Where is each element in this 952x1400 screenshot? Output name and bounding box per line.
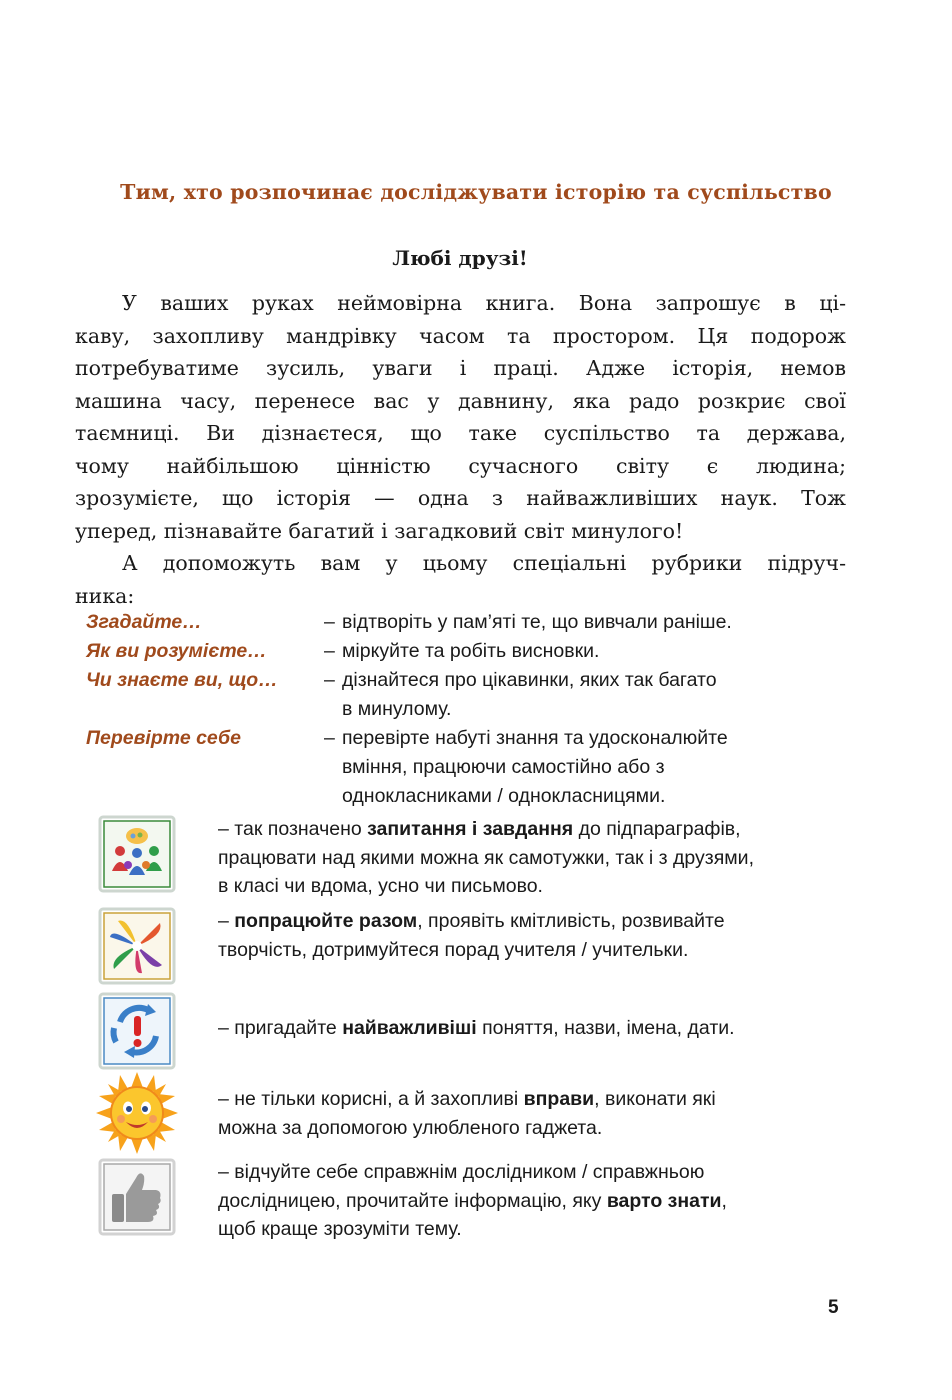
legend-line: в класі чи вдома, усно чи письмово. bbox=[218, 875, 543, 897]
hands-teamwork-icon bbox=[98, 907, 176, 985]
intro-line: чому найбільшою цінністю сучасного світу є людина; bbox=[75, 453, 846, 478]
rubric-dash: – bbox=[324, 727, 335, 749]
legend-text-part: до підпараграфів, bbox=[573, 818, 741, 840]
legend-line bbox=[218, 907, 838, 936]
intro-line: У ваших руках неймовірна книга. Вона запрошує в ці- bbox=[122, 291, 846, 315]
legend-line: творчість, дотримуйтеся порад учителя / учительки. bbox=[218, 938, 689, 961]
rubric-description bbox=[324, 724, 846, 811]
legend-line bbox=[218, 1085, 838, 1114]
legend-text-part: поняття, назви, імена, дати. bbox=[476, 1017, 735, 1039]
rubric-item bbox=[86, 637, 846, 666]
group-discussion-icon bbox=[98, 815, 176, 893]
legend-text-part: , виконати які bbox=[594, 1088, 716, 1110]
legend-bold-term: попрацюйте разом bbox=[234, 910, 418, 932]
legend-text-part: – так позначено bbox=[218, 818, 368, 840]
rubric-dash: – bbox=[324, 611, 335, 633]
intro-line: потребуватиме зусиль, уваги і праці. Адже історія, немов bbox=[75, 356, 846, 380]
page-number: 5 bbox=[828, 1297, 839, 1318]
legend-text-part: – пригадайте bbox=[218, 1017, 343, 1039]
rubric-term: Чи знаєте ви, що… bbox=[86, 669, 278, 691]
rubric-term: Як ви розумієте… bbox=[86, 640, 267, 662]
rubric-desc-line: вміння, працюючи самостійно або з bbox=[342, 756, 665, 778]
icon-legend-text bbox=[218, 815, 838, 901]
icon-legend-text bbox=[218, 1158, 838, 1244]
legend-bold-term: вправи bbox=[523, 1088, 595, 1110]
legend-text-part: – bbox=[218, 910, 235, 932]
rubric-dash: – bbox=[324, 669, 335, 691]
legend-line: щоб краще зрозуміти тему. bbox=[218, 1218, 462, 1240]
rubric-list bbox=[86, 608, 846, 811]
greeting: Любі друзі! bbox=[392, 246, 528, 270]
smiling-sun-icon bbox=[94, 1070, 180, 1156]
legend-line bbox=[218, 1187, 838, 1216]
rubric-item bbox=[86, 724, 846, 811]
legend-line: можна за допомогою улюбленого гаджета. bbox=[218, 1116, 603, 1139]
legend-line bbox=[218, 1014, 838, 1043]
legend-line bbox=[218, 815, 838, 844]
intro-paragraph-2 bbox=[75, 547, 846, 612]
intro-line: машина часу, перенесе вас у давнину, яка радо розкриє свої bbox=[75, 388, 846, 413]
rubric-description bbox=[324, 666, 846, 724]
intro-line: А допоможуть вам у цьому спеціальні рубрики підруч- bbox=[122, 551, 846, 575]
section-heading: Тим, хто розпочинає досліджувати історію та суспільство bbox=[120, 180, 832, 204]
rubric-item bbox=[86, 608, 846, 637]
rubric-description bbox=[324, 608, 846, 637]
legend-text-part: , bbox=[721, 1189, 727, 1212]
rubric-item bbox=[86, 666, 846, 724]
rubric-dash: – bbox=[324, 640, 335, 662]
thumbs-up-icon bbox=[98, 1158, 176, 1236]
legend-bold-term: варто знати bbox=[606, 1189, 722, 1212]
intro-line: таємниці. Ви дізнаєтеся, що таке суспільство та держава, bbox=[75, 421, 846, 445]
legend-line: – відчуйте себе справжнім дослідником / справжньою bbox=[218, 1161, 705, 1183]
intro-line: зрозумієте, що історія — одна з найважливіших наук. Тож bbox=[75, 486, 846, 510]
intro-text bbox=[75, 287, 846, 612]
intro-line: ника: bbox=[75, 583, 135, 608]
legend-text-part: дослідницею, прочитайте інформацію, яку bbox=[218, 1189, 607, 1212]
legend-bold-term: запитання і завдання bbox=[367, 818, 574, 840]
rubric-desc-line: дізнайтеся про цікавинки, яких так багато bbox=[342, 669, 717, 691]
rubric-desc-line: в минулому. bbox=[342, 698, 452, 720]
legend-text-part: – не тільки корисні, а й захопливі bbox=[218, 1088, 524, 1110]
intro-paragraph-1 bbox=[75, 287, 846, 547]
rubric-desc-line: однокласниками / однокласницями. bbox=[342, 785, 666, 807]
legend-bold-term: найважливіші bbox=[342, 1017, 477, 1039]
icon-legend-text bbox=[218, 1085, 838, 1142]
rubric-desc-line: міркуйте та робіть висновки. bbox=[342, 640, 600, 662]
rubric-desc-line: відтворіть у пам’яті те, що вивчали раніше. bbox=[342, 611, 732, 633]
intro-line: каву, захопливу мандрівку часом та простором. Ця подорож bbox=[75, 323, 846, 348]
rubric-description bbox=[324, 637, 846, 666]
rubric-term: Згадайте… bbox=[86, 611, 202, 633]
legend-text-part: , проявіть кмітливість, розвивайте bbox=[417, 910, 725, 932]
intro-line: уперед, пізнавайте багатий і загадковий світ минулого! bbox=[75, 518, 684, 543]
icon-legend-text bbox=[218, 1014, 838, 1043]
icon-legend-text bbox=[218, 907, 838, 964]
rubric-term: Перевірте себе bbox=[86, 727, 241, 749]
rubric-desc-line: перевірте набуті знання та удосконалюйте bbox=[342, 727, 728, 749]
exclamation-cycle-icon bbox=[98, 992, 176, 1070]
legend-line: працювати над якими можна як самотужки, так і з друзями, bbox=[218, 846, 754, 869]
